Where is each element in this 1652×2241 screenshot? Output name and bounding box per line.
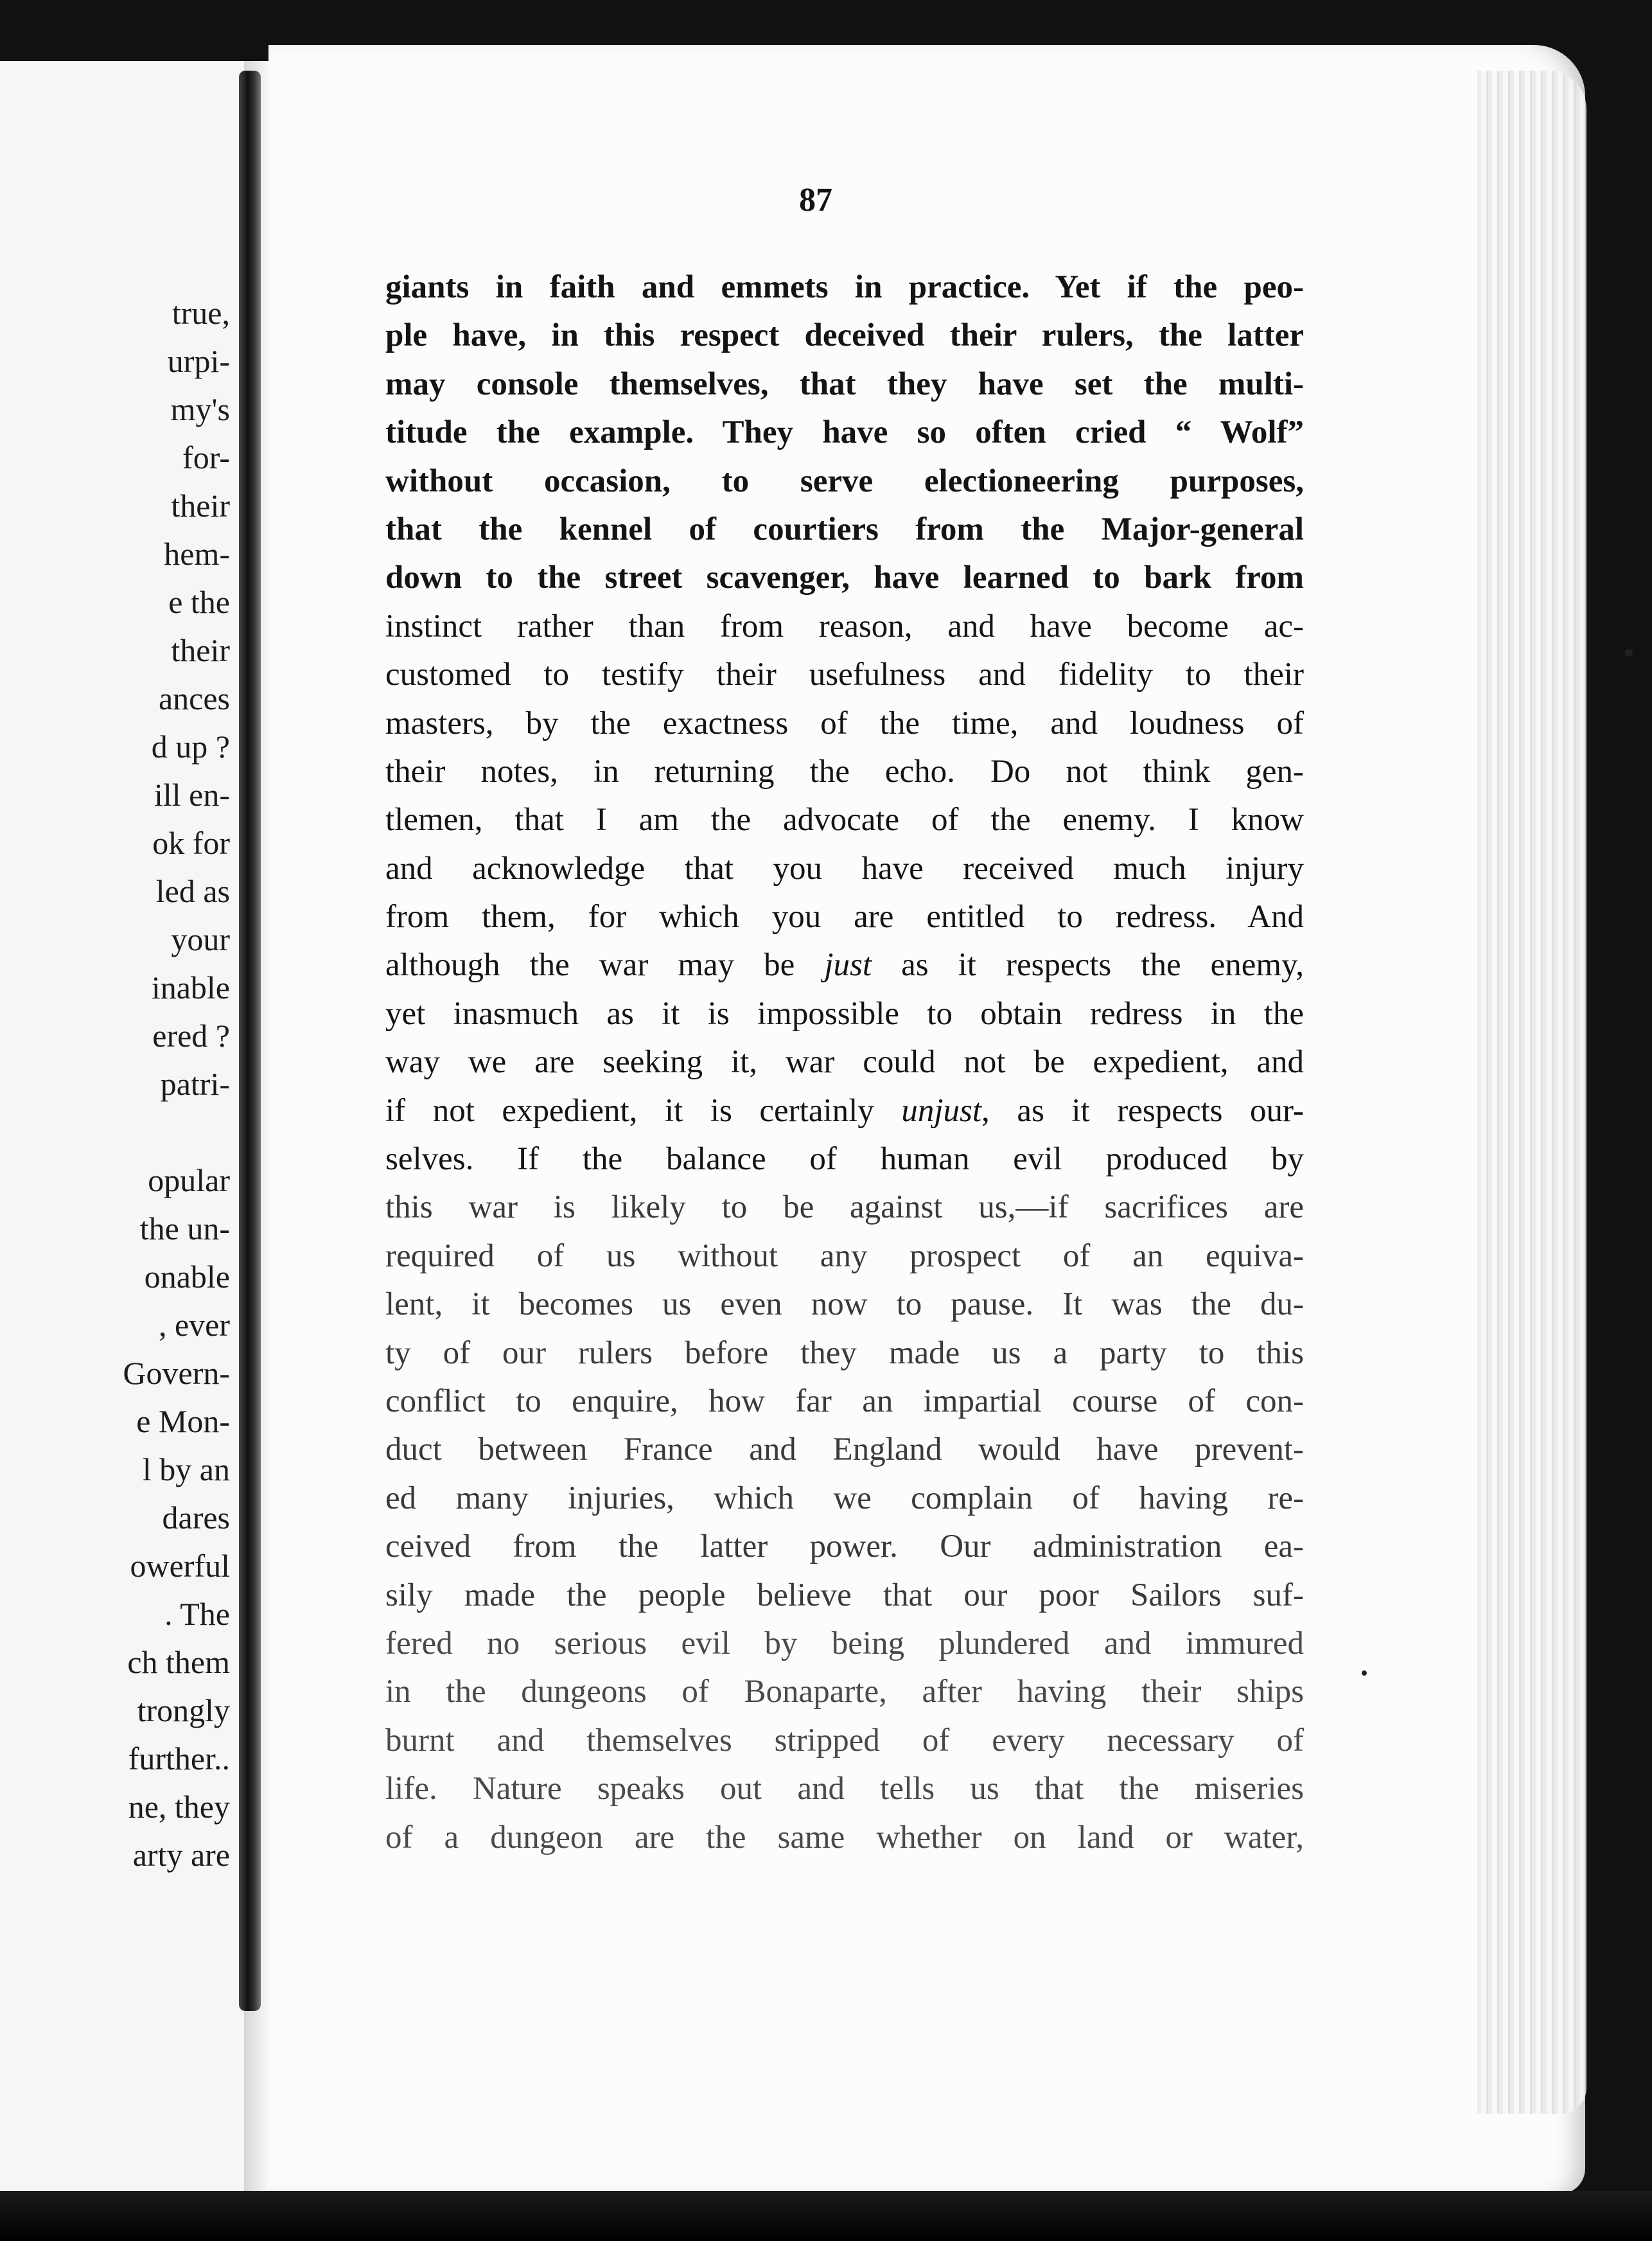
page-body-text <box>385 263 1304 1862</box>
text-line: that the kennel of courtiers from the Major-general <box>385 511 1304 547</box>
left-page-line: Govern- <box>123 1355 230 1391</box>
text-segment: if not expedient, it is certainly <box>385 1092 902 1129</box>
text-line: from them, for which you are entitled to redress. And <box>385 899 1304 935</box>
italic-emphasis: just <box>824 947 872 984</box>
text-line: titude the example. They have so often cried “ Wolf” <box>385 414 1304 451</box>
left-page-line: dares <box>162 1500 230 1536</box>
left-page-line <box>0 1108 244 1156</box>
page-number: 87 <box>799 182 832 218</box>
left-facing-page <box>0 61 244 2194</box>
left-page-line: e Mon- <box>136 1403 230 1439</box>
left-page-line: patri- <box>160 1066 230 1102</box>
left-page-text <box>0 289 244 1879</box>
text-line: and acknowledge that you have received much injury <box>385 850 1304 887</box>
text-line: down to the street scavenger, have learned to bark from <box>385 560 1304 596</box>
text-line: duct between France and England would have prevent- <box>385 1431 1304 1468</box>
text-segment: although the war may be <box>385 947 825 984</box>
text-line: conflict to enquire, how far an impartial course of con- <box>385 1383 1304 1419</box>
left-page-line: true, <box>171 295 230 331</box>
left-page-line: ch them <box>127 1644 230 1680</box>
text-line: of a dungeon are the same whether on land or water, <box>385 1819 1304 1856</box>
left-page-line: d up ? <box>151 729 230 765</box>
left-page-line: ered ? <box>152 1018 230 1054</box>
text-line: without occasion, to serve electioneering purposes, <box>385 463 1304 499</box>
text-line: masters, by the exactness of the time, and loudness of <box>385 705 1304 741</box>
ink-speck <box>1625 649 1633 657</box>
text-segment: , as it respects our- <box>981 1092 1304 1129</box>
text-line <box>385 941 1304 989</box>
text-line: tlemen, that I am the advocate of the enemy. I know <box>385 802 1304 838</box>
left-page-line: ill en- <box>154 777 230 813</box>
left-page-line: trongly <box>137 1692 230 1728</box>
text-line: ceived from the latter power. Our administration ea- <box>385 1528 1304 1565</box>
ink-speck <box>1362 1670 1367 1676</box>
left-page-line: opular <box>148 1162 230 1198</box>
text-line: in the dungeons of Bonaparte, after having their ships <box>385 1674 1304 1710</box>
text-line <box>385 1087 1304 1135</box>
left-page-line: hem- <box>164 536 230 572</box>
left-page-line: inable <box>151 970 230 1005</box>
text-line: life. Nature speaks out and tells us that the miseries <box>385 1771 1304 1807</box>
text-line: this war is likely to be against us,—if sacrifices are <box>385 1189 1304 1226</box>
text-line: burnt and themselves stripped of every necessary of <box>385 1722 1304 1758</box>
left-page-line: arty are <box>132 1837 230 1873</box>
text-line: way we are seeking it, war could not be expedient, and <box>385 1044 1304 1081</box>
left-page-line: . The <box>164 1596 230 1632</box>
left-page-line: their <box>171 632 230 668</box>
left-page-line: , ever <box>158 1307 230 1343</box>
text-line: ed many injuries, which we complain of having re- <box>385 1480 1304 1516</box>
book-spine-shadow <box>239 71 261 2011</box>
text-line: customed to testify their usefulness and fidelity to their <box>385 657 1304 693</box>
text-line: may console themselves, that they have set the multi- <box>385 366 1304 402</box>
left-page-line: e the <box>168 584 230 620</box>
left-page-line: ne, they <box>128 1789 230 1825</box>
left-page-line: l by an <box>142 1451 230 1487</box>
text-line: selves. If the balance of human evil produced by <box>385 1141 1304 1178</box>
text-line: yet inasmuch as it is impossible to obtain redress in the <box>385 995 1304 1032</box>
text-line: ty of our rulers before they made us a party to this <box>385 1334 1304 1371</box>
text-line: lent, it becomes us even now to pause. It was the du- <box>385 1286 1304 1323</box>
scan-bottom-edge <box>0 2191 1652 2241</box>
left-page-line: for- <box>182 439 230 475</box>
left-page-line: the un- <box>139 1210 230 1246</box>
text-line: ple have, in this respect deceived their rulers, the latter <box>385 317 1304 354</box>
left-page-line: ok for <box>152 825 230 861</box>
left-page-line: led as <box>155 873 230 909</box>
text-line: giants in faith and emmets in practice. Yet if the peo- <box>385 269 1304 305</box>
left-page-line: my's <box>170 391 230 427</box>
text-segment: as it respects the enemy, <box>872 947 1304 984</box>
text-line: their notes, in returning the echo. Do not think gen- <box>385 753 1304 790</box>
left-page-line: ances <box>158 680 230 716</box>
text-line: instinct rather than from reason, and have become ac- <box>385 608 1304 644</box>
left-page-line: onable <box>144 1259 230 1295</box>
text-line: required of us without any prospect of an equiva- <box>385 1237 1304 1274</box>
left-page-line: urpi- <box>167 343 230 379</box>
italic-emphasis: unjust <box>901 1092 982 1129</box>
text-line: fered no serious evil by being plundered and immured <box>385 1625 1304 1661</box>
left-page-line: their <box>171 488 230 524</box>
left-page-line: further.. <box>128 1741 230 1776</box>
left-page-line: owerful <box>130 1548 230 1584</box>
text-line: sily made the people believe that our poor Sailors suf- <box>385 1577 1304 1613</box>
left-page-line: your <box>171 921 230 957</box>
page-edge <box>1477 71 1586 2114</box>
